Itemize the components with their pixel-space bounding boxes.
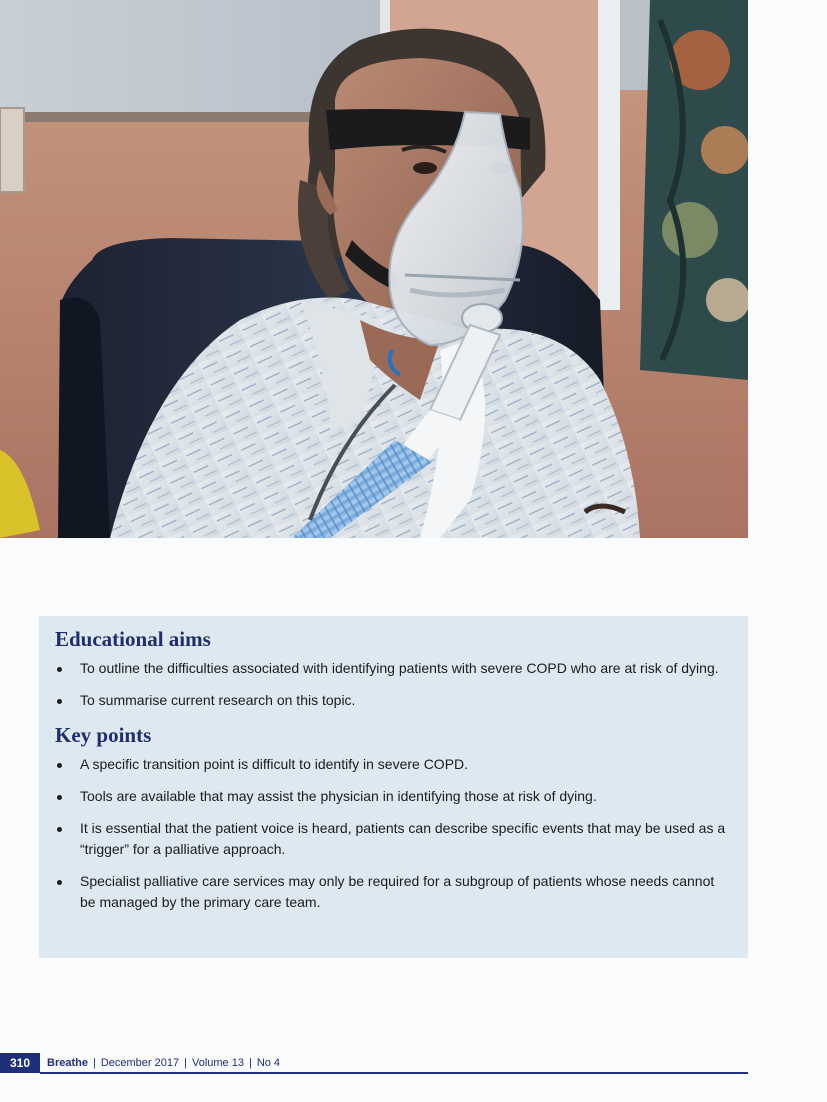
bullet-icon [57,763,62,768]
page-number: 310 [0,1053,40,1073]
educational-aims-box [39,616,748,958]
bullet-icon [57,827,62,832]
list-item-text: To outline the difficulties associated with identifying patients with severe COPD who are at risk of dying. [80,660,719,676]
bullet-icon [57,795,62,800]
patient-photo-illustration [0,0,748,538]
bullet-icon [57,699,62,704]
list-item [55,658,728,679]
issue-date: December 2017 [100,1057,180,1069]
separator: | [92,1057,96,1069]
page-footer [0,1053,748,1075]
educational-aims-list [55,658,728,711]
separator: | [184,1057,187,1069]
footer-citation [47,1053,280,1073]
footer-divider [40,1072,748,1074]
volume: Volume 13 [191,1057,244,1069]
journal-name: Breathe [47,1057,88,1069]
list-item [55,818,728,860]
key-points-list [55,754,728,913]
separator: | [248,1057,252,1069]
list-item-text: A specific transition point is difficult to identify in severe COPD. [80,756,469,772]
list-item-text: Tools are available that may assist the physician in identifying those at risk of dying. [80,788,597,804]
bullet-icon [57,880,62,885]
list-item-text: It is essential that the patient voice is heard, patients can describe specific events that may be used as a “trigger” for a palliative approach. [80,820,726,857]
issue-number: No 4 [256,1057,281,1069]
bullet-icon [57,667,62,672]
list-item [55,786,728,807]
list-item [55,871,728,913]
list-item-text: Specialist palliative care services may only be required for a subgroup of patients whose needs cannot be managed by the primary care team. [80,873,715,910]
list-item [55,754,728,775]
list-item [55,690,728,711]
educational-aims-heading: Educational aims [55,627,211,651]
key-points-heading: Key points [55,723,152,747]
list-item-text: To summarise current research on this topic. [80,692,356,708]
cover-photo [0,0,748,538]
